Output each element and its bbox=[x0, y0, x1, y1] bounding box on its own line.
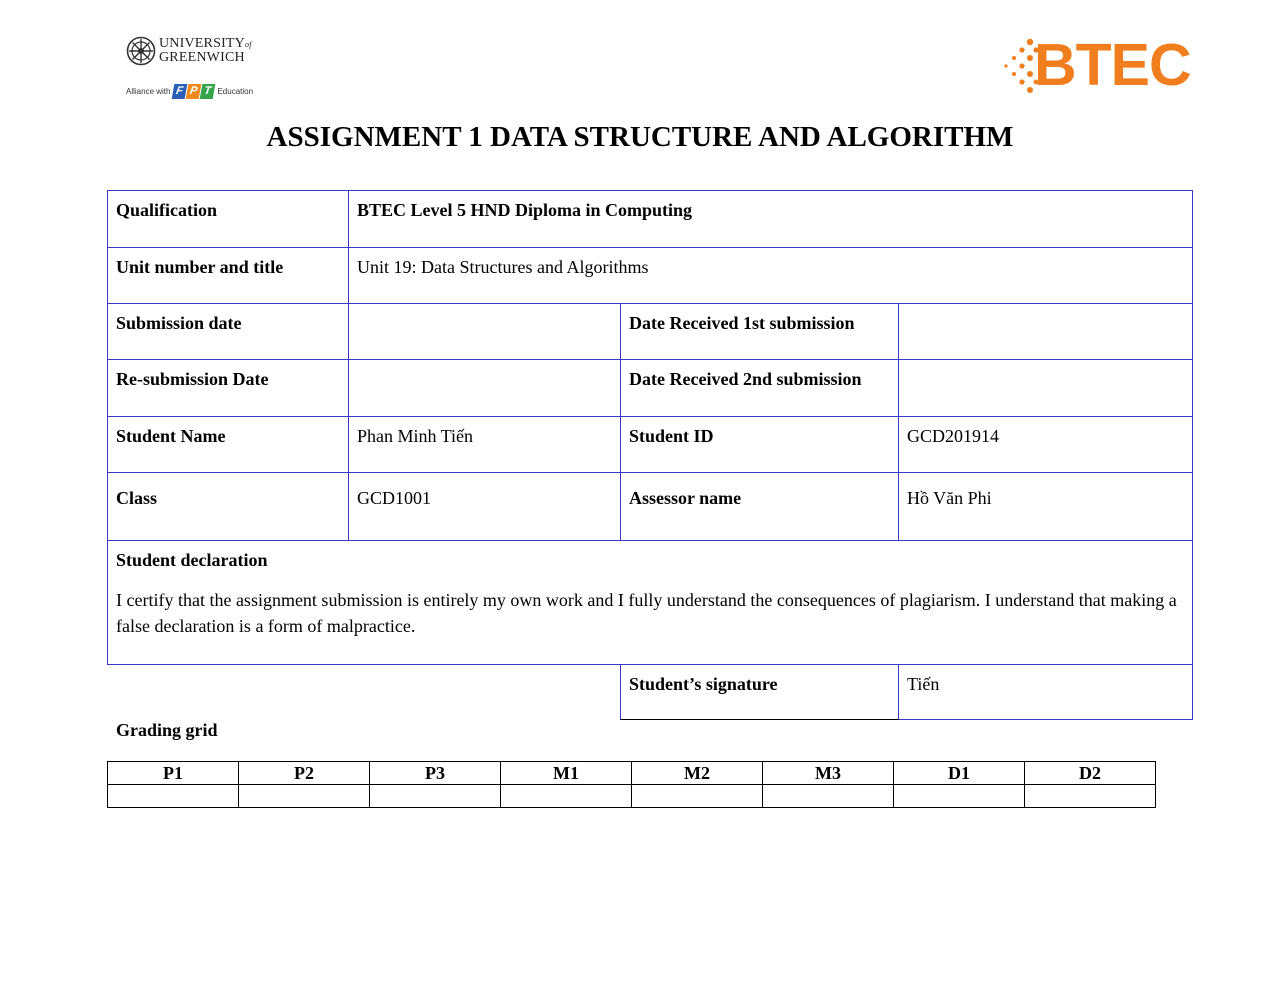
grade-column-p3: P3 bbox=[370, 762, 501, 785]
submission-date-row bbox=[108, 304, 1193, 360]
btec-wordmark: BTEC bbox=[1034, 32, 1191, 98]
grade-cell-m2 bbox=[632, 785, 763, 808]
grade-cell-p1 bbox=[108, 785, 239, 808]
date-received-2-value bbox=[899, 360, 1193, 417]
university-crest-icon bbox=[126, 36, 156, 66]
grade-column-p1: P1 bbox=[108, 762, 239, 785]
grade-column-m3: M3 bbox=[763, 762, 894, 785]
unit-row bbox=[108, 248, 1193, 304]
declaration-title: Student declaration bbox=[116, 550, 268, 570]
grade-column-p2: P2 bbox=[239, 762, 370, 785]
grade-cell-p2 bbox=[239, 785, 370, 808]
grade-column-d2: D2 bbox=[1025, 762, 1156, 785]
student-name-value: Phan Minh Tiến bbox=[349, 417, 621, 473]
resubmission-date-label: Re-submission Date bbox=[108, 360, 349, 417]
signature-row bbox=[108, 665, 1193, 720]
unit-value: Unit 19: Data Structures and Algorithms bbox=[349, 248, 1193, 304]
student-id-label: Student ID bbox=[621, 417, 899, 473]
resubmission-row bbox=[108, 360, 1193, 417]
grade-column-m2: M2 bbox=[632, 762, 763, 785]
signature-value: Tiến bbox=[899, 665, 1193, 720]
declaration-text: I certify that the assignment submission is entirely my own work and I fully understand the consequences of plagiarism. I understand that making a false declaration is a form of malpractice. bbox=[116, 590, 1177, 636]
grade-column-d1: D1 bbox=[894, 762, 1025, 785]
grade-column-m1: M1 bbox=[501, 762, 632, 785]
date-received-1-label: Date Received 1st submission bbox=[621, 304, 899, 360]
document-title: ASSIGNMENT 1 DATA STRUCTURE AND ALGORITHM bbox=[266, 121, 1014, 153]
grade-cell-d2 bbox=[1025, 785, 1156, 808]
date-received-2-label: Date Received 2nd submission bbox=[621, 360, 899, 417]
declaration-row bbox=[108, 541, 1193, 665]
assessor-label: Assessor name bbox=[621, 473, 899, 541]
class-label: Class bbox=[108, 473, 349, 541]
assessor-value: Hồ Văn Phi bbox=[899, 473, 1193, 541]
grade-cell-m1 bbox=[501, 785, 632, 808]
grade-cell-p3 bbox=[370, 785, 501, 808]
unit-label: Unit number and title bbox=[108, 248, 349, 304]
grading-grid-table bbox=[107, 761, 1156, 808]
resubmission-date-value bbox=[349, 360, 621, 417]
alliance-text: Alliance with bbox=[126, 86, 171, 96]
grading-grid-label: Grading grid bbox=[116, 720, 218, 740]
class-value: GCD1001 bbox=[349, 473, 621, 541]
date-received-1-value bbox=[899, 304, 1193, 360]
grade-cell-m3 bbox=[763, 785, 894, 808]
student-declaration bbox=[108, 541, 1193, 665]
qualification-label: Qualification bbox=[108, 191, 349, 248]
university-of-greenwich-logo bbox=[126, 36, 266, 102]
class-row bbox=[108, 473, 1193, 541]
fpt-logo: F P T bbox=[173, 84, 214, 99]
grade-cell-d1 bbox=[894, 785, 1025, 808]
submission-date-value bbox=[349, 304, 621, 360]
submission-date-label: Submission date bbox=[108, 304, 349, 360]
student-id-value: GCD201914 bbox=[899, 417, 1193, 473]
grading-value-row bbox=[108, 785, 1156, 808]
qualification-value: BTEC Level 5 HND Diploma in Computing bbox=[349, 191, 1193, 248]
university-name: UNIVERSITYof GREENWICH bbox=[159, 36, 252, 65]
signature-label: Student’s signature bbox=[621, 665, 899, 720]
student-name-label: Student Name bbox=[108, 417, 349, 473]
fpt-alliance bbox=[126, 81, 253, 101]
assignment-info-table bbox=[107, 190, 1193, 720]
education-text: Education bbox=[217, 86, 254, 96]
student-row bbox=[108, 417, 1193, 473]
btec-logo bbox=[1000, 34, 1195, 98]
qualification-row bbox=[108, 191, 1193, 248]
grading-header-row bbox=[108, 762, 1156, 785]
